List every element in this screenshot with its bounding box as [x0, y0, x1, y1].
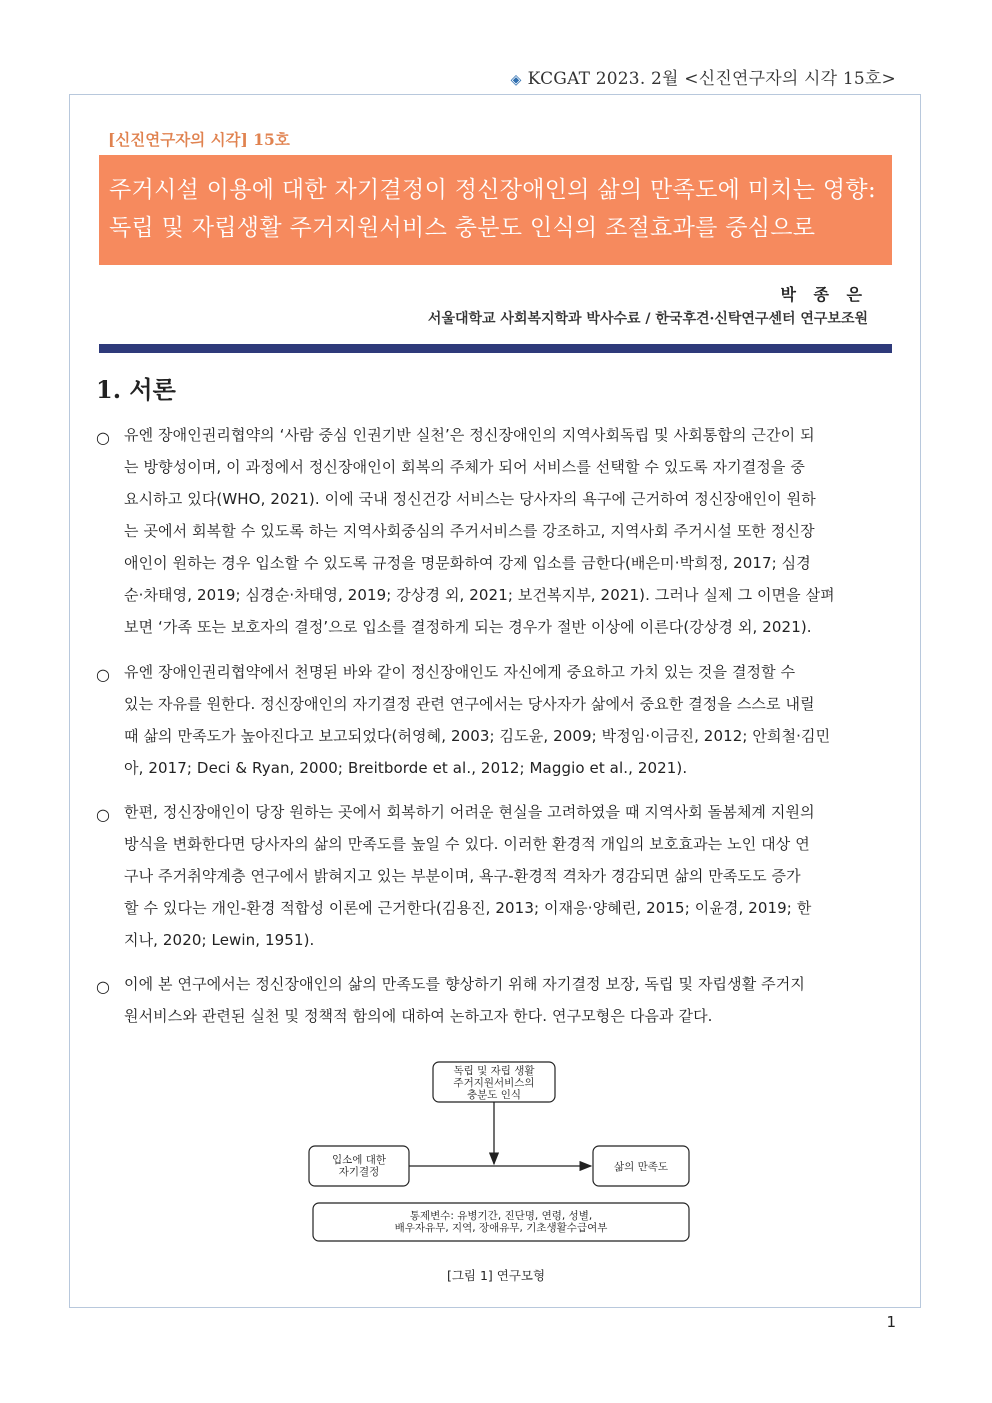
diamond-icon: ◈	[510, 72, 522, 88]
bullet-icon: ○	[96, 805, 110, 824]
paragraph-line: 있는 자유를 원한다. 정신장애인의 자기결정 관련 연구에서는 당사자가 삶에서 중요한 결정을 스스로 내릴	[124, 695, 815, 713]
moderator-box	[433, 1062, 555, 1102]
paragraph-line: 이에 본 연구에서는 정신장애인의 삶의 만족도를 향상하기 위해 자기결정 보장, 독립 및 자립생활 주거지	[124, 975, 805, 993]
paragraph-line: 원서비스와 관련된 실천 및 정책적 함의에 대하여 논하고자 한다. 연구모형은 다음과 같다.	[124, 1007, 713, 1025]
paragraph-line: 보면 ‘가족 또는 보호자의 결정’으로 입소를 결정하게 되는 경우가 절반 이상에 이른다(강상경 외, 2021).	[124, 618, 812, 636]
paragraph-line: 방식을 변화한다면 당사자의 삶의 만족도를 높일 수 있다. 이러한 환경적 개입의 보호효과는 노인 대상 연	[124, 835, 810, 853]
moderator-label-3: 충분도 인식	[466, 1089, 522, 1101]
moderator-label-2: 주거지원서비스의	[453, 1077, 535, 1089]
paragraph-line: 아, 2017; Deci & Ryan, 2000; Breitborde et al., 2012; Maggio et al., 2021).	[124, 759, 688, 777]
title-line-1: 주거시설 이용에 대한 자기결정이 정신장애인의 삶의 만족도에 미치는 영향:	[109, 177, 876, 203]
section-title: 1. 서론	[96, 375, 176, 404]
paragraph-line: 때 삶의 만족도가 높아진다고 보고되었다(허영혜, 2003; 김도윤, 2009; 박정임·이금진, 2012; 안희철·김민	[124, 727, 831, 745]
paragraph-line: 지나, 2020; Lewin, 1951).	[124, 931, 315, 949]
author-affiliation: 서울대학교 사회복지학과 박사수료 / 한국후견·신탁연구센터 연구보조원	[427, 311, 868, 327]
paragraph-line: 구나 주거취약계층 연구에서 밝혀지고 있는 부분이며, 욕구-환경적 격차가 경감되면 삶의 만족도도 증가	[124, 867, 801, 885]
dependent-label: 삶의 만족도	[613, 1161, 669, 1173]
dependent-box	[593, 1146, 689, 1186]
control-label-2: 배우자유무, 지역, 장애유무, 기초생활수급여부	[394, 1222, 608, 1234]
bullet-icon: ○	[96, 665, 110, 684]
title-line-2: 독립 및 자립생활 주거지원서비스 충분도 인식의 조절효과를 중심으로	[109, 215, 816, 241]
paragraph-line: 유엔 장애인권리협약에서 천명된 바와 같이 정신장애인도 자신에게 중요하고 가치 있는 것을 결정할 수	[124, 663, 796, 681]
paragraph-line: 한편, 정신장애인이 당장 원하는 곳에서 회복하기 어려운 현실을 고려하였을 때 지역사회 돌봄체계 지원의	[124, 803, 815, 821]
paragraph-line: 요시하고 있다(WHO, 2021). 이에 국내 정신건강 서비스는 당사자의 욕구에 근거하여 정신장애인이 원하	[124, 490, 816, 508]
running-title: KCGAT 2023. 2월 <신진연구자의 시각 15호>	[527, 69, 896, 89]
control-label-1: 통제변수: 유병기간, 진단명, 연령, 성별,	[409, 1210, 593, 1222]
independent-box	[309, 1146, 409, 1186]
paragraph-line: 할 수 있다는 개인-환경 적합성 이론에 근거한다(김용진, 2013; 이재응·양혜린, 2015; 이윤경, 2019; 한	[124, 899, 812, 917]
paragraph-line: 는 방향성이며, 이 과정에서 정신장애인이 회복의 주체가 되어 서비스를 선택할 수 있도록 자기결정을 중	[124, 458, 805, 476]
figure-caption: [그림 1] 연구모형	[446, 1268, 546, 1283]
independent-label-2: 자기결정	[338, 1166, 380, 1178]
page-number: 1	[886, 1313, 896, 1331]
paragraph-line: 는 곳에서 회복할 수 있도록 하는 지역사회중심의 주거서비스를 강조하고, 지역사회 주거시설 또한 정신장	[124, 522, 815, 540]
bullet-icon: ○	[96, 428, 110, 447]
control-variables-box	[313, 1203, 689, 1241]
bullet-icon: ○	[96, 977, 110, 996]
moderator-label-1: 독립 및 자립 생활	[453, 1065, 535, 1077]
paragraph-line: 애인이 원하는 경우 입소할 수 있도록 규정을 명문화하여 강제 입소를 금한다(배은미·박희정, 2017; 심경	[124, 554, 811, 572]
author-name: 박 종 은	[780, 285, 868, 304]
paragraph-line: 순·차태영, 2019; 심경순·차태영, 2019; 강상경 외, 2021; 보건복지부, 2021). 그러나 실제 그 이면을 살펴	[124, 586, 835, 604]
paragraph-line: 유엔 장애인권리협약의 ‘사람 중심 인권기반 실천’은 정신장애인의 지역사회독립 및 사회통합의 근간이 되	[124, 426, 815, 444]
independent-label-1: 입소에 대한	[331, 1154, 387, 1166]
series-label: [신진연구자의 시각] 15호	[108, 130, 290, 149]
